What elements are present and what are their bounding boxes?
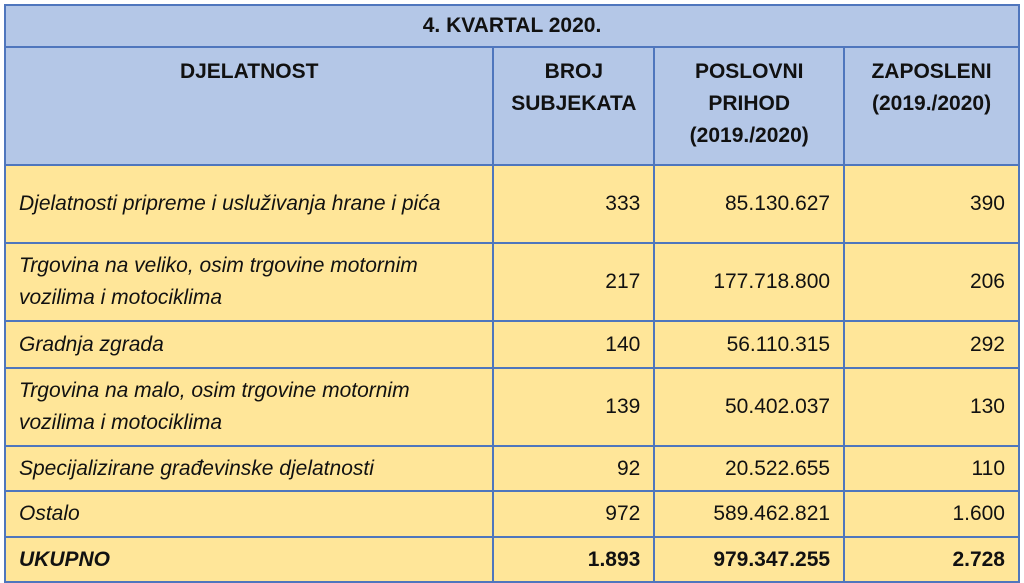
total-label: UKUPNO [5,537,493,582]
total-row [5,537,1019,582]
table-row [5,368,1019,446]
subjects-count: 333 [493,165,654,243]
subjects-count: 140 [493,321,654,368]
employees-count: 292 [844,321,1019,368]
employees-count: 206 [844,243,1019,321]
subjects-count: 217 [493,243,654,321]
total-employees: 2.728 [844,537,1019,582]
activity-name: Specijalizirane građevinske djelatnosti [5,446,493,491]
revenue-value: 56.110.315 [654,321,844,368]
employees-count: 130 [844,368,1019,446]
subjects-count: 92 [493,446,654,491]
header-activity: DJELATNOST [5,47,493,165]
revenue-value: 20.522.655 [654,446,844,491]
revenue-value: 589.462.821 [654,491,844,537]
activity-name: Trgovina na malo, osim trgovine motornim vozilima i motociklima [5,368,493,446]
employees-count: 110 [844,446,1019,491]
table-row [5,165,1019,243]
revenue-value: 177.718.800 [654,243,844,321]
total-subjects: 1.893 [493,537,654,582]
activity-name: Ostalo [5,491,493,537]
table-row [5,491,1019,537]
employees-count: 1.600 [844,491,1019,537]
table-row [5,446,1019,491]
activity-name: Djelatnosti pripreme i usluživanja hrane i pića [5,165,493,243]
total-revenue: 979.347.255 [654,537,844,582]
subjects-count: 139 [493,368,654,446]
table-row [5,243,1019,321]
employees-count: 390 [844,165,1019,243]
quarterly-activity-table [4,4,1020,583]
subjects-count: 972 [493,491,654,537]
header-employees: ZAPOSLENI (2019./2020) [844,47,1019,165]
revenue-value: 50.402.037 [654,368,844,446]
activity-name: Gradnja zgrada [5,321,493,368]
activity-name: Trgovina na veliko, osim trgovine motornim vozilima i motociklima [5,243,493,321]
table-title: 4. KVARTAL 2020. [5,5,1019,47]
revenue-value: 85.130.627 [654,165,844,243]
header-subjects: BROJ SUBJEKATA [493,47,654,165]
header-revenue: POSLOVNI PRIHOD (2019./2020) [654,47,844,165]
table-row [5,321,1019,368]
